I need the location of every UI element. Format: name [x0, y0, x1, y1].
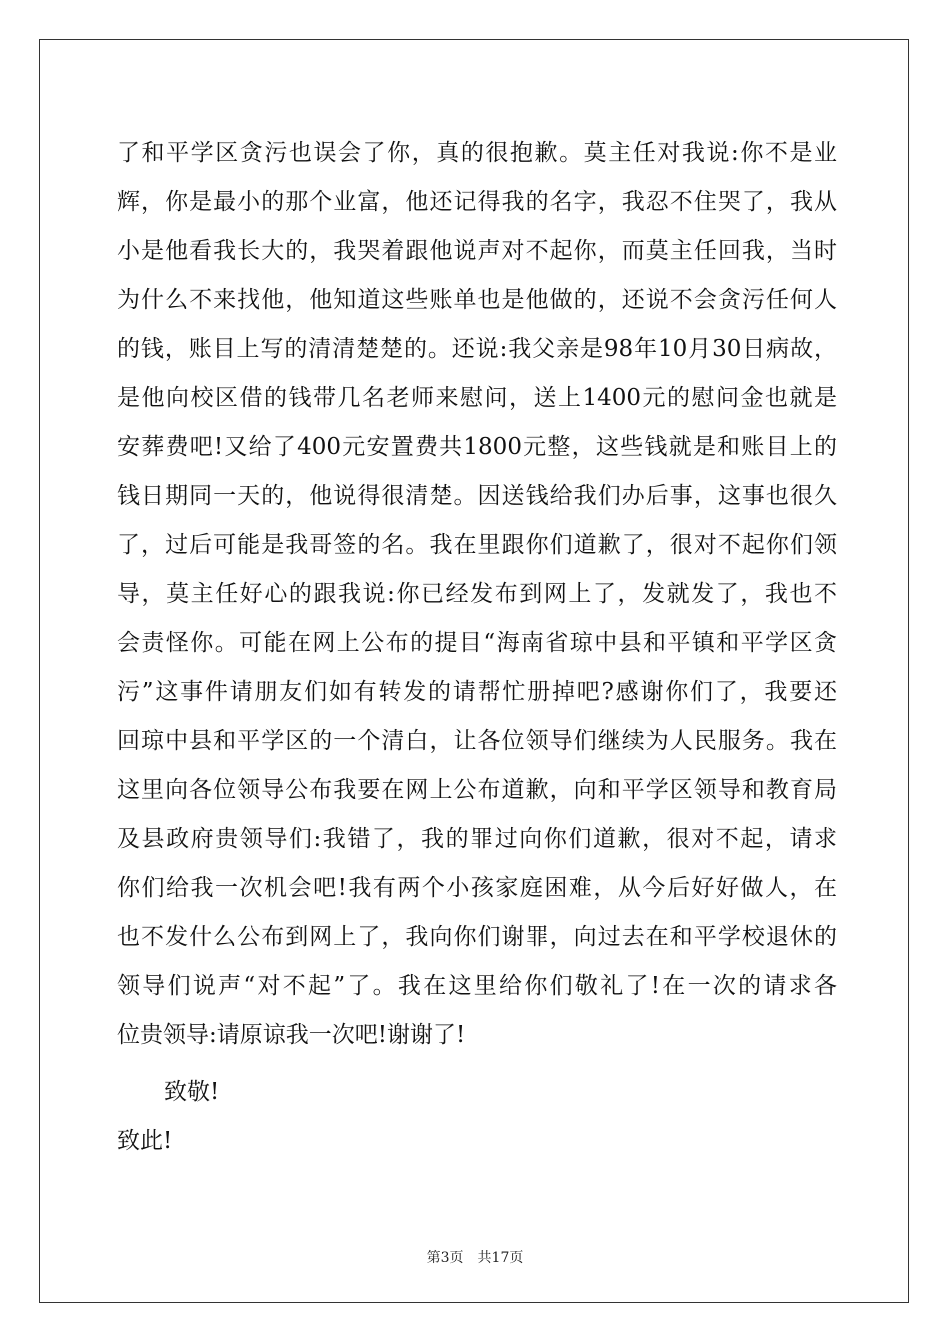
body-line-15: 及县政府贵领导们:我错了，我的罪过向你们道歉，很对不起，请求 [117, 826, 837, 852]
body-line-17: 也不发什么公布到网上了，我向你们谢罪，向过去在和平学校退休的 [117, 924, 837, 950]
body-line-14: 这里向各位领导公布我要在网上公布道歉，向和平学区领导和教育局 [117, 777, 837, 803]
body-line-18: 领导们说声“对不起”了。我在这里给你们敬礼了!在一次的请求各 [117, 973, 837, 999]
body-line-1: 了和平学区贪污也误会了你，真的很抱歉。莫主任对我说:你不是业 [117, 140, 837, 166]
body-line-3: 小是他看我长大的，我哭着跟他说声对不起你，而莫主任回我，当时 [117, 238, 837, 264]
body-line-16: 你们给我一次机会吧!我有两个小孩家庭困难，从今后好好做人，在 [117, 875, 837, 901]
body-line-11: 会责怪你。可能在网上公布的提目“海南省琼中县和平镇和平学区贪 [117, 630, 837, 656]
body-line-9: 了，过后可能是我哥签的名。我在里跟你们道歉了，很对不起你们领 [117, 532, 837, 558]
body-line-2: 辉，你是最小的那个业富，他还记得我的名字，我忍不住哭了，我从 [117, 189, 837, 215]
body-line-8: 钱日期同一天的，他说得很清楚。因送钱给我们办后事，这事也很久 [117, 483, 837, 509]
body-line-4: 为什么不来找他，他知道这些账单也是他做的，还说不会贪污任何人 [117, 287, 837, 313]
page-number-footer: 第3页 共17页 [426, 1250, 524, 1266]
body-line-19: 位贵领导:请原谅我一次吧!谢谢了! [117, 1022, 466, 1048]
body-line-13: 回琼中县和平学区的一个清白，让各位领导们继续为人民服务。我在 [117, 728, 837, 754]
letter-body [117, 129, 837, 1060]
body-line-10: 导，莫主任好心的跟我说:你已经发布到网上了，发就发了，我也不 [117, 581, 837, 607]
body-line-12: 污”这事件请朋友们如有转发的请帮忙册掉吧?感谢你们了，我要还 [117, 679, 837, 705]
body-line-7: 安葬费吧!又给了400元安置费共1800元整，这些钱就是和账目上的 [117, 434, 837, 460]
signoff: 致此! [117, 1128, 173, 1154]
body-line-5: 的钱，账目上写的清清楚楚的。还说:我父亲是98年10月30日病故， [117, 336, 837, 362]
body-line-6: 是他向校区借的钱带几名老师来慰问，送上1400元的慰问金也就是 [117, 385, 837, 411]
salutation: 致敬! [164, 1079, 220, 1105]
